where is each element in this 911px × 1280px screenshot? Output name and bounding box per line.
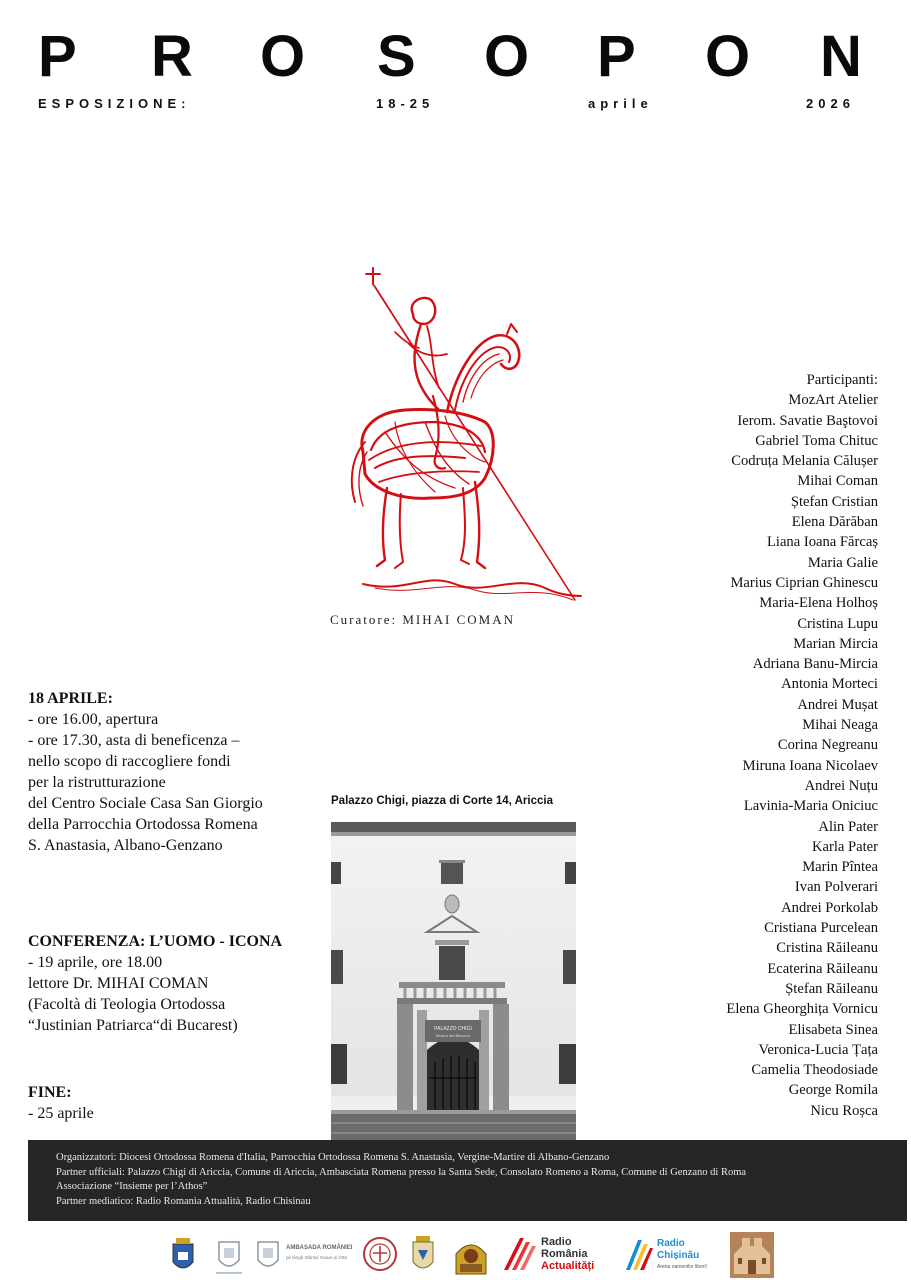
title-letter: P	[597, 24, 636, 89]
participants-list	[726, 370, 878, 1121]
media-partner-line: Partner mediatico: Radio Romania Attualità, Radio Chisinau	[56, 1196, 311, 1207]
participant-name: Ștefan Răileanu	[785, 980, 878, 997]
athos-association-logo	[450, 1234, 492, 1278]
title-letter: N	[820, 24, 862, 89]
credits-bar	[28, 1140, 907, 1221]
diocese-seal-logo	[362, 1236, 398, 1272]
participant-name: Nicu Roșca	[810, 1102, 878, 1119]
radio-chisinau-label-1: Radio	[657, 1238, 685, 1249]
association-line: Associazione “Insieme per l’Athos”	[56, 1181, 208, 1192]
opening-schedule-line: - ore 17.30, asta di beneficenza –	[28, 732, 240, 749]
participant-name: George Romila	[788, 1082, 878, 1099]
participant-name: Cristina Răileanu	[776, 940, 878, 957]
participant-name: Ecaterina Răileanu	[767, 960, 878, 977]
participants-heading: Participanti:	[806, 372, 878, 388]
closing-heading: FINE:	[28, 1084, 72, 1101]
conference-schedule	[28, 931, 282, 1036]
title-letter: R	[151, 24, 193, 89]
palazzo-chigi-museum-logo	[730, 1232, 774, 1278]
exhibition-title	[0, 24, 911, 89]
radio-chisinau-slogan: Arena oamenilor liberi!	[657, 1264, 708, 1270]
opening-schedule	[28, 688, 263, 856]
opening-schedule-line: nello scopo di raccogliere fondi	[28, 753, 231, 770]
conference-schedule-line: - 19 aprile, ore 18.00	[28, 954, 163, 971]
radio-romania-actualitati-icon	[502, 1234, 538, 1274]
opening-schedule-line: per la ristrutturazione	[28, 774, 166, 791]
conference-schedule-line: “Justinian Patriarca“di Bucarest)	[28, 1017, 238, 1034]
participant-name: Lavinia-Maria Oniciuc	[743, 798, 878, 815]
palazzo-sign-line1: PALAZZO CHIGI	[434, 1026, 472, 1032]
participant-name: Cristina Lupu	[797, 615, 878, 632]
curator-credit: Curatore: MIHAI COMAN	[330, 612, 515, 627]
participant-name: Miruna Ioana Nicolaev	[742, 757, 878, 774]
exhibition-month: aprile	[588, 96, 653, 111]
embassy-subtitle: pe lângă Sfântul Scaun și OIM	[286, 1255, 347, 1260]
participant-name: Elena Dărăban	[791, 514, 878, 531]
radio-romania-label-1: Radio	[541, 1236, 572, 1248]
embassy-crest-logo	[254, 1234, 282, 1278]
participant-name: Antonia Morteci	[781, 676, 878, 693]
conference-schedule-line: (Facoltà di Teologia Ortodossa	[28, 996, 226, 1013]
opening-schedule-line: - ore 16.00, apertura	[28, 711, 159, 728]
exhibition-label: ESPOSIZIONE:	[38, 96, 191, 111]
participant-name: MozArt Atelier	[788, 392, 878, 409]
opening-schedule-line: del Centro Sociale Casa San Giorgio	[28, 795, 263, 812]
organizers-line: Organizzatori: Diocesi Ortodossa Romena d'Italia, Parrocchia Ortodossa Romena S. Anastasia, Vergine-Martire di Albano-Genzano	[56, 1152, 610, 1163]
participant-name: Marin Pîntea	[802, 859, 878, 876]
conference-schedule-line: lettore Dr. MIHAI COMAN	[28, 975, 209, 992]
participant-name: Maria-Elena Holhoș	[759, 595, 878, 612]
consolato-crest-logo	[212, 1234, 246, 1278]
embassy-name: AMBASADA ROMÂNIEI	[286, 1245, 353, 1251]
radio-romania-label-2: România	[541, 1248, 588, 1260]
title-letter: O	[484, 24, 530, 89]
radio-romania-label-3: Actualități	[541, 1260, 595, 1272]
title-letter: O	[705, 24, 751, 89]
opening-heading: 18 APRILE:	[28, 690, 113, 707]
participant-name: Ștefan Cristian	[790, 493, 878, 510]
title-letter: S	[377, 24, 416, 89]
participant-name: Mihai Coman	[797, 473, 878, 490]
comune-genzano-crest-logo	[408, 1234, 438, 1278]
comune-ariccia-crest-logo	[168, 1234, 198, 1278]
radio-chisinau-label-2: Chișinău	[657, 1250, 700, 1261]
venue-caption: Palazzo Chigi, piazza di Corte 14, Ariccia	[331, 795, 553, 807]
closing-schedule-line: - 25 aprile	[28, 1105, 94, 1122]
exhibition-dates: 18-25	[376, 96, 435, 111]
participant-name: Gabriel Toma Chituc	[755, 432, 878, 449]
participant-name: Cristiana Purcelean	[764, 920, 878, 937]
participant-name: Liana Ioana Fărcaș	[766, 534, 878, 551]
participant-name: Elisabeta Sinea	[788, 1021, 878, 1038]
participant-name: Adriana Banu-Mircia	[752, 656, 878, 673]
sponsor-logos-row	[0, 1228, 911, 1280]
participant-name: Marian Mircia	[793, 635, 878, 652]
title-letter: O	[260, 24, 306, 89]
participant-name: Maria Galie	[807, 554, 878, 571]
palazzo-sign-line2: Museo del Barocco	[435, 1033, 471, 1038]
opening-schedule-line: della Parrocchia Ortodossa Romena	[28, 816, 258, 833]
participant-name: Elena Gheorghița Vornicu	[726, 1001, 878, 1018]
partners-line: Partner ufficiali: Palazzo Chigi di Ariccia, Comune di Ariccia, Ambasciata Romena presso la Santa Sede, Consolato Romeno a Roma, Comune di Genzano di Roma	[56, 1167, 747, 1178]
radio-chisinau-icon	[624, 1234, 654, 1274]
participant-name: Andrei Mușat	[797, 696, 878, 713]
participant-name: Camelia Theodosiade	[751, 1062, 878, 1079]
participant-name: Karla Pater	[811, 838, 878, 855]
participant-name: Ivan Polverari	[794, 879, 878, 896]
participant-name: Corina Negreanu	[777, 737, 878, 754]
participant-name: Alin Pater	[818, 818, 878, 835]
exhibition-year: 2026	[806, 96, 855, 111]
participant-name: Mihai Neaga	[802, 717, 878, 734]
palazzo-chigi-photo	[331, 822, 576, 1140]
participant-name: Andrei Nuțu	[804, 777, 878, 794]
participant-name: Andrei Porkolab	[781, 899, 878, 916]
conference-heading: CONFERENZA: L’UOMO - ICONA	[28, 933, 283, 950]
participant-name: Marius Ciprian Ghinescu	[730, 574, 878, 591]
saint-george-sketch-illustration	[335, 262, 585, 612]
opening-schedule-line: S. Anastasia, Albano-Genzano	[28, 837, 223, 854]
title-letter: P	[38, 24, 77, 89]
participant-name: Veronica-Lucia Țața	[758, 1041, 878, 1058]
participant-name: Codruța Melania Călușer	[731, 453, 878, 470]
participant-name: Ierom. Savatie Baştovoi	[737, 412, 878, 429]
closing-schedule	[28, 1082, 94, 1124]
